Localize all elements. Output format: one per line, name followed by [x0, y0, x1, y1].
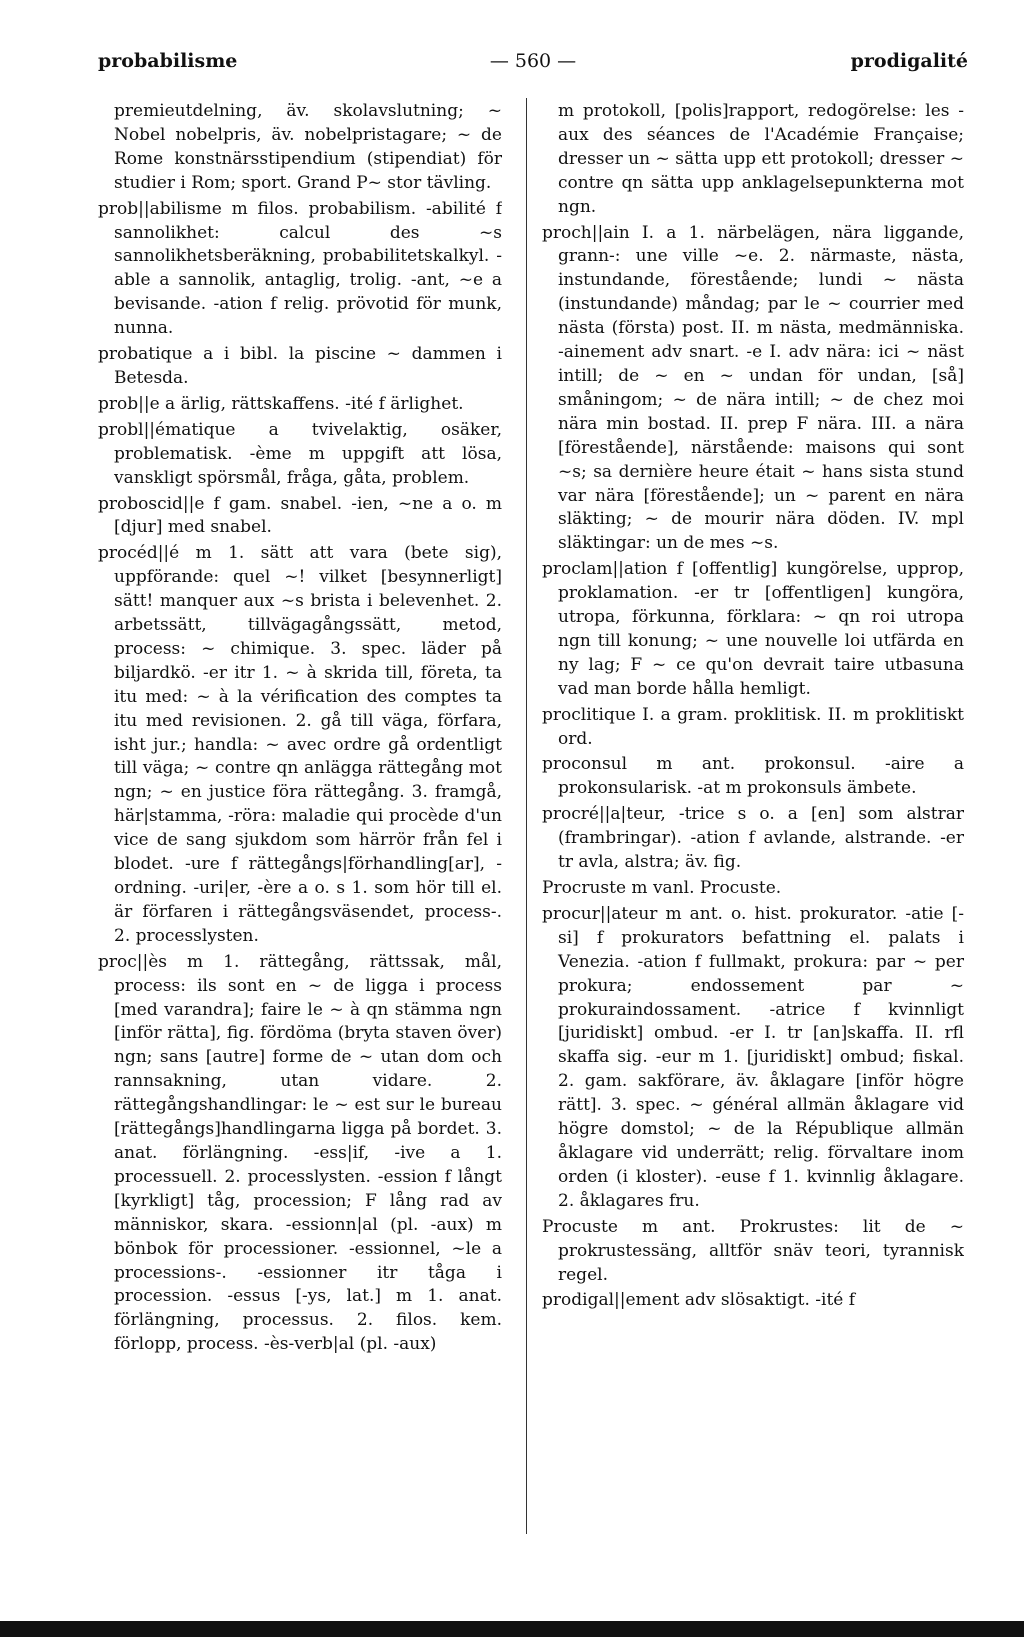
- running-head: [98, 50, 968, 82]
- header-left-guide-word: probabilisme: [98, 50, 238, 72]
- dictionary-entry: probatique a i bibl. la piscine ~ dammen i Betesda.: [98, 344, 502, 388]
- scan-edge-bar: [0, 1621, 1024, 1637]
- dictionary-entry: proch||ain I. a 1. närbelägen, nära liggande, grann-: une ville ~e. 2. närmaste, nästa, instundande, förestående; lundi ~ nästa (instundande) måndag; par le ~ courrier med nästa (första) post. II. m nästa, medmänniska. -ainement adv snart. -e I. adv nära: ici ~ näst intill; de ~ en ~ undan för undan, [så] småningom; ~ de nära intill; ~ de chez moi nära min bostad. II. prep F nära. III. a nära [förestående], närstående: maisons qui sont ~s; sa dernière heure était ~ hans sista stund var nära [förestående]; un ~ parent en nära släkting; ~ de mourir nära döden. IV. mpl släktingar: un de mes ~s.: [542, 222, 964, 554]
- dictionary-entry: proclam||ation f [offentlig] kungörelse, upprop, proklamation. -er tr [offentligen] kungöra, utropa, förkunna, förklara: ~ qn roi utropa ngn till konung; ~ une nouvelle loi utfärda en ny lag; F ~ ce qu'on devrait taire utbasuna vad man borde hålla hemligt.: [542, 559, 964, 699]
- dictionary-entry: procur||ateur m ant. o. hist. prokurator. -atie [-si] f prokurators befattning el. palats i Venezia. -ation f fullmakt, prokura: par ~ per prokura; endossement par ~ prokuraindossament. -atrice f kvinnligt [juridiskt] ombud. -er I. tr [an]skaffa. II. rfl skaffa sig. -eur m 1. [juridiskt] ombud; fiskal. 2. gam. sakförare, äv. åklagare [inför högre rätt]. 3. spec. ~ général allmän åklagare vid högre domstol; ~ de la République allmän åklagare vid underrätt; relig. förvaltare inom orden (i kloster). -euse f 1. kvinnlig åklagare. 2. åklagares fru.: [542, 903, 964, 1211]
- dictionary-entry: prodigal||ement adv slösaktigt. -ité f: [542, 1290, 856, 1311]
- header-right-guide-word: prodigalité: [850, 50, 968, 72]
- dictionary-entry: proc||ès m 1. rättegång, rättssak, mål, process: ils sont en ~ de ligga i process [med varandra]; faire le ~ à qn stämma ngn [inför rätta], fig. fördöma (bryta staven över) ngn; sans [autre] forme de ~ utan dom och rannsakning, utan vidare. 2. rättegångshandlingar: le ~ est sur le bureau [rättegångs]handlingarna ligga på bordet. 3. anat. förlängning. -ess|if, -ive a 1. processuell. 2. processlysten. -ession f långt [kyrkligt] tåg, procession; F lång rad av människor, skara. -essionn|al (pl. -aux) m bönbok för processioner. -essionnel, ~le a processions-. -essionner itr tåga i procession. -essus [-ys, lat.] m 1. anat. förlängning, processus. 2. filos. kem. förlopp, process. -ès-verb|al (pl. -aux): [98, 951, 502, 1355]
- dictionary-entry: proconsul m ant. prokonsul. -aire a prokonsularisk. -at m prokonsuls ämbete.: [542, 754, 964, 799]
- column-divider: [526, 98, 527, 1534]
- right-column: [542, 100, 964, 1550]
- dictionary-entry: procéd||é m 1. sätt att vara (bete sig), uppförande: quel ~! vilket [besynnerligt] sätt! manquer aux ~s brista i belevenhet. 2. arbetssätt, tillvägagångssätt, metod, process: ~ chimique. 3. spec. läder på biljardkö. -er itr 1. ~ à skrida till, företa, ta itu med: ~ à la vérification des comptes ta itu med revisionen. 2. gå till väga, förfara, isht jur.; handla: ~ avec ordre gå ordentligt till väga; ~ contre qn anlägga rättegång mot ngn; ~ en justice föra rättegång. 3. framgå, här|stamma, -röra: maladie qui procède d'un vice de sang sjukdom som härrör från fel i blodet. -ure f rättegångs|förhandling[ar], -ordning. -uri|er, -ère a o. s 1. som hör till el. är förfaren i rättegångsväsendet, process-. 2. processlysten.: [98, 543, 502, 946]
- dictionary-entry: proboscid||e f gam. snabel. -ien, ~ne a o. m [djur] med snabel.: [98, 493, 502, 538]
- dictionary-entry: procré||a|teur, -trice s o. a [en] som alstrar (frambringar). -ation f avlande, alstrande. -er tr avla, alstra; äv. fig.: [542, 804, 964, 873]
- dictionary-entry: probl||ématique a tvivelaktig, osäker, problematisk. -ème m uppgift att lösa, vanskligt spörsmål, fråga, gåta, problem.: [98, 419, 502, 488]
- left-column: [98, 100, 502, 1550]
- dictionary-entry: Procuste m ant. Prokrustes: lit de ~ prokrustessäng, alltför snäv teori, tyrannisk regel.: [542, 1216, 964, 1285]
- dictionary-entry: prob||abilisme m filos. probabilism. -abilité f sannolikhet: calcul des ~s sannolikhetsberäkning, probabilitetskalkyl. -able a sannolik, antaglig, trolig. -ant, ~e a bevisande. -ation f relig. prövotid för munk, nunna.: [98, 198, 502, 339]
- page-number: — 560 —: [489, 50, 577, 72]
- dictionary-entry: proclitique I. a gram. proklitisk. II. m proklitiskt ord.: [542, 704, 964, 749]
- dictionary-entry: Procruste m vanl. Procuste.: [542, 878, 782, 898]
- dictionary-entry: prob||e a ärlig, rättskaffens. -ité f ärlighet.: [98, 393, 464, 414]
- dictionary-entry: premieutdelning, äv. skolavslutning; ~ Nobel nobelpris, äv. nobelpristagare; ~ de Rome konstnärsstipendium (stipendiat) för studier i Rom; sport. Grand P~ stor tävling.: [114, 101, 502, 193]
- dictionary-entry: m protokoll, [polis]rapport, redogörelse: les -aux des séances de l'Académie Française; dresser un ~ sätta upp ett protokoll; dresser ~ contre qn sätta upp anklagelsepunkterna mot ngn.: [558, 101, 964, 217]
